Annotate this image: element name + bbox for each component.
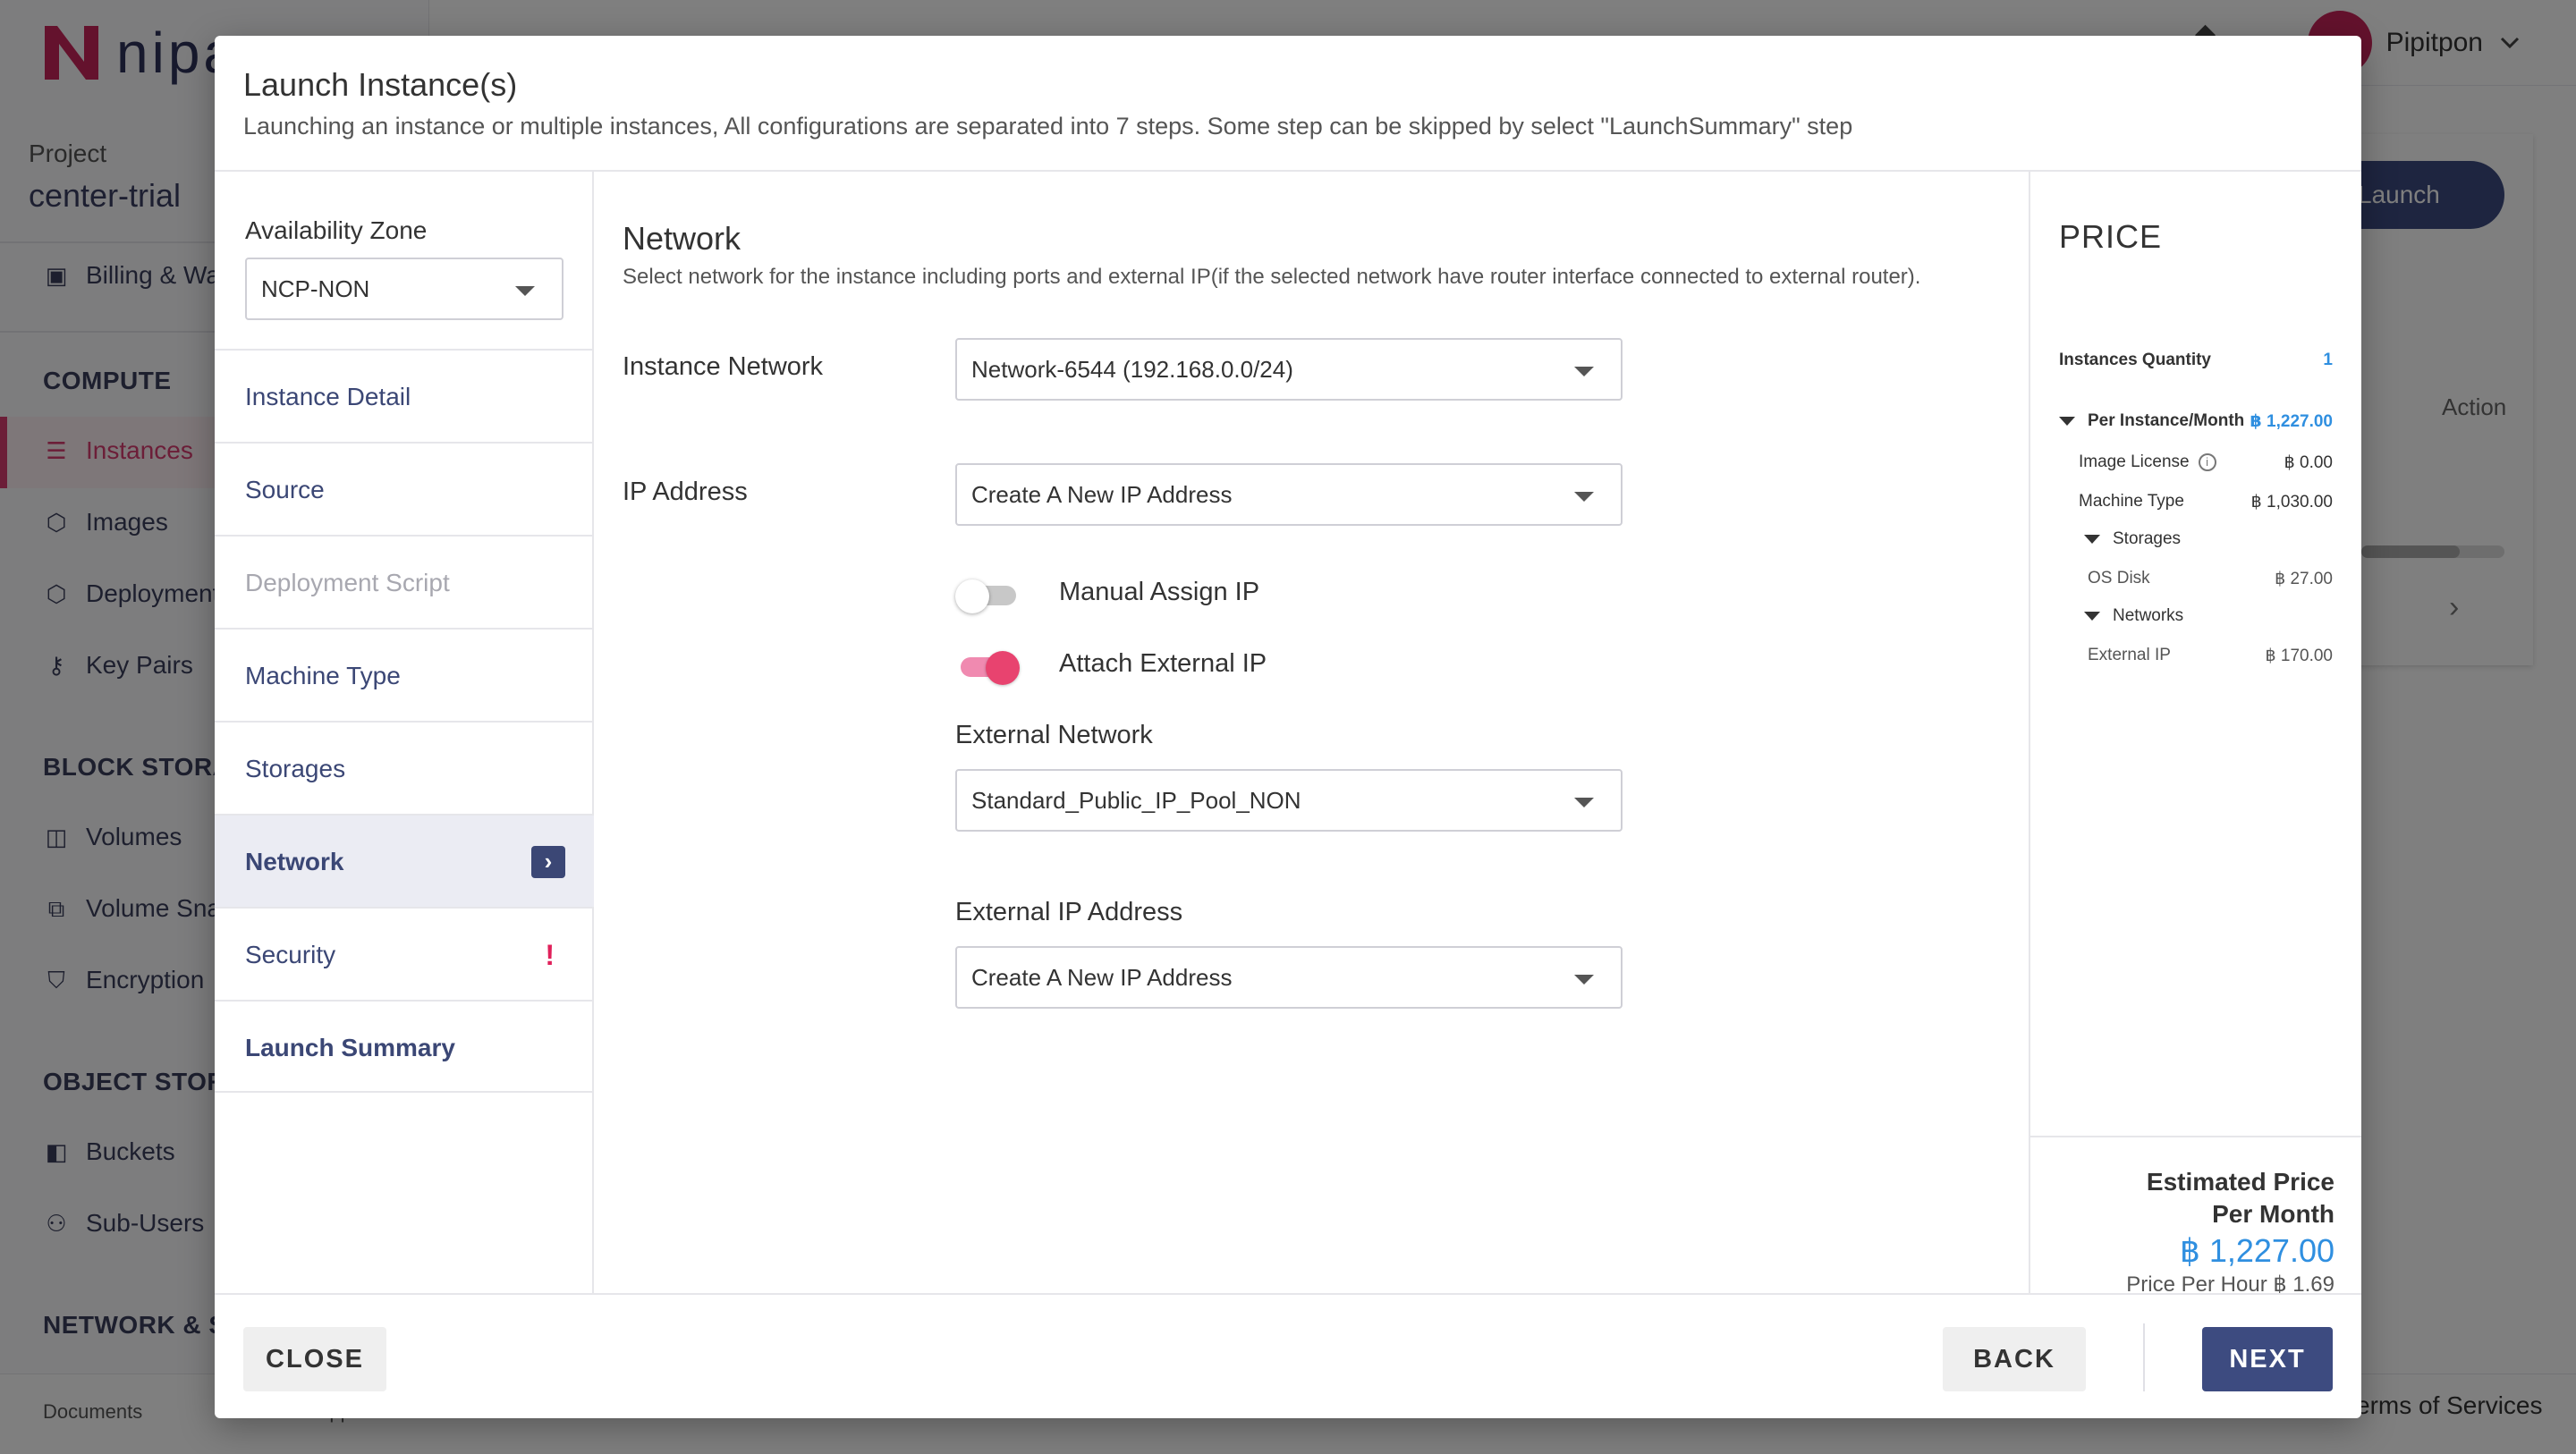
price-label: Image License bbox=[2079, 452, 2190, 471]
price-value: ฿ 27.00 bbox=[2275, 570, 2333, 588]
availability-zone-label: Availability Zone bbox=[245, 216, 428, 244]
dialog-title: Launch Instance(s) bbox=[243, 66, 518, 103]
ip-address-select[interactable] bbox=[955, 463, 1623, 526]
estimated-price-label bbox=[2147, 1166, 2334, 1230]
price-summary bbox=[2030, 1136, 2361, 1297]
step-label: Deployment Script bbox=[245, 569, 450, 596]
step-label: Source bbox=[245, 476, 325, 503]
divider bbox=[2143, 1323, 2145, 1391]
ip-address-label: IP Address bbox=[623, 478, 748, 506]
caret-down-icon bbox=[1574, 798, 1594, 807]
caret-down-icon bbox=[1574, 975, 1594, 985]
estimated-price-value: ฿ 1,227.00 bbox=[2179, 1232, 2334, 1269]
manual-assign-ip-toggle[interactable] bbox=[955, 579, 1020, 610]
info-icon[interactable]: i bbox=[2199, 453, 2216, 471]
price-label: External IP bbox=[2088, 646, 2171, 664]
estimated-label-line: Per Month bbox=[2212, 1200, 2334, 1228]
availability-zone-value: NCP-NON bbox=[261, 275, 370, 302]
price-value: ฿ 1,030.00 bbox=[2250, 493, 2333, 511]
price-label: Networks bbox=[2113, 606, 2184, 625]
per-instance-row[interactable] bbox=[2059, 411, 2333, 431]
instance-network-label: Instance Network bbox=[623, 352, 824, 381]
caret-down-icon bbox=[1574, 492, 1594, 502]
step-storages[interactable] bbox=[215, 721, 594, 814]
price-value: 1 bbox=[2323, 351, 2333, 369]
select-value: Network-6544 (192.168.0.0/24) bbox=[971, 356, 1293, 383]
section-title: Network bbox=[623, 220, 741, 257]
price-label: Per Instance/Month bbox=[2088, 411, 2245, 430]
step-label: Network bbox=[245, 848, 344, 875]
network-step-content bbox=[594, 172, 2029, 1293]
caret-down-icon bbox=[515, 286, 535, 296]
step-label: Launch Summary bbox=[245, 1034, 455, 1061]
networks-row[interactable] bbox=[2084, 606, 2333, 626]
step-launch-summary[interactable] bbox=[215, 1000, 594, 1093]
external-ip-address-select[interactable] bbox=[955, 946, 1623, 1009]
price-label: Storages bbox=[2113, 529, 2182, 548]
price-panel bbox=[2029, 172, 2361, 1297]
price-label: Instances Quantity bbox=[2059, 351, 2211, 369]
dialog-subtitle: Launching an instance or multiple instances, All configurations are separated into 7 steps. Some step can be skipped by select "LaunchSummary" step bbox=[243, 113, 1853, 139]
instance-network-select[interactable] bbox=[955, 338, 1623, 401]
external-network-label: External Network bbox=[955, 721, 1153, 749]
external-ip-address-label: External IP Address bbox=[955, 898, 1183, 926]
select-value: Standard_Public_IP_Pool_NON bbox=[971, 787, 1301, 814]
close-button[interactable]: CLOSE bbox=[243, 1327, 386, 1391]
warning-icon: ! bbox=[545, 939, 555, 971]
availability-zone-select[interactable] bbox=[245, 258, 564, 320]
os-disk-row bbox=[2088, 569, 2333, 588]
toggle-knob bbox=[955, 579, 989, 613]
price-label: OS Disk bbox=[2088, 569, 2150, 588]
step-network[interactable] bbox=[215, 814, 594, 907]
chevron-right-icon: › bbox=[531, 846, 565, 878]
caret-down-icon bbox=[1574, 367, 1594, 376]
price-per-hour: Price Per Hour ฿ 1.69 bbox=[2126, 1272, 2334, 1297]
step-label: Machine Type bbox=[245, 662, 401, 689]
dialog-header bbox=[215, 36, 2361, 172]
step-list bbox=[215, 172, 594, 1293]
caret-down-icon bbox=[2084, 612, 2100, 621]
caret-down-icon bbox=[2084, 535, 2100, 544]
section-description: Select network for the instance including ports and external IP(if the selected network have router interface connected to external router). bbox=[623, 265, 1921, 289]
price-title: PRICE bbox=[2059, 218, 2163, 255]
step-instance-detail[interactable] bbox=[215, 349, 594, 442]
attach-external-ip-toggle[interactable] bbox=[955, 651, 1020, 681]
storages-row[interactable] bbox=[2084, 529, 2333, 549]
price-value: ฿ 0.00 bbox=[2284, 453, 2333, 472]
external-network-select[interactable] bbox=[955, 769, 1623, 832]
step-deployment-script bbox=[215, 535, 594, 628]
image-license-row bbox=[2079, 452, 2333, 472]
estimated-label-line: Estimated Price bbox=[2146, 1168, 2334, 1196]
step-source[interactable] bbox=[215, 442, 594, 535]
next-button[interactable]: NEXT bbox=[2202, 1327, 2333, 1391]
price-value: ฿ 1,227.00 bbox=[2250, 412, 2333, 431]
step-security[interactable] bbox=[215, 907, 594, 1000]
step-label: Instance Detail bbox=[245, 383, 411, 410]
external-ip-price-row bbox=[2088, 646, 2333, 665]
manual-assign-ip-label: Manual Assign IP bbox=[1059, 578, 1260, 606]
step-label: Storages bbox=[245, 755, 346, 782]
dialog-footer bbox=[215, 1293, 2361, 1418]
toggle-knob bbox=[986, 651, 1020, 685]
step-label: Security bbox=[245, 941, 336, 968]
price-label: Machine Type bbox=[2079, 492, 2184, 511]
select-value: Create A New IP Address bbox=[971, 964, 1233, 991]
select-value: Create A New IP Address bbox=[971, 481, 1233, 508]
attach-external-ip-label: Attach External IP bbox=[1059, 649, 1267, 678]
price-value: ฿ 170.00 bbox=[2265, 647, 2333, 665]
instances-quantity-row bbox=[2059, 351, 2333, 370]
step-machine-type[interactable] bbox=[215, 628, 594, 721]
back-button[interactable]: BACK bbox=[1943, 1327, 2086, 1391]
launch-instance-dialog bbox=[215, 36, 2361, 1418]
machine-type-row bbox=[2079, 492, 2333, 511]
caret-down-icon bbox=[2059, 417, 2075, 426]
